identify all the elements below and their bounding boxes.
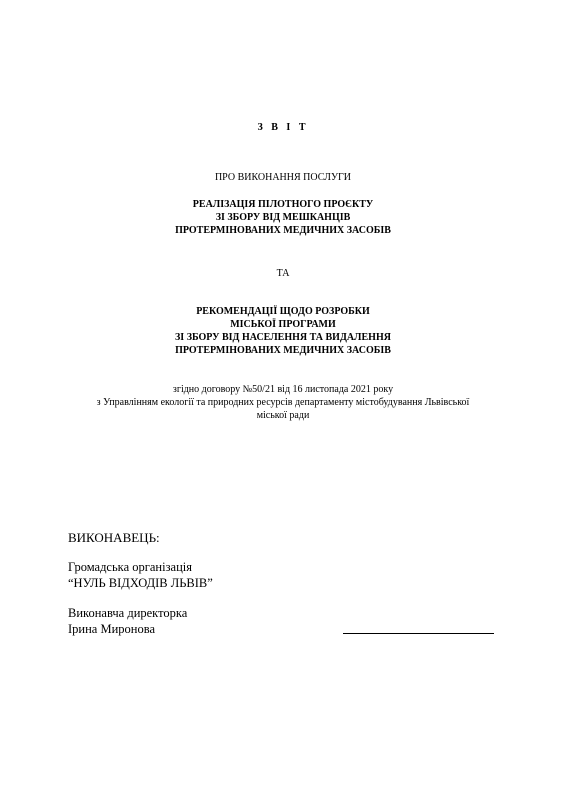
heading-line: ПРОТЕРМІНОВАНИХ МЕДИЧНИХ ЗАСОБІВ bbox=[175, 225, 391, 236]
contract-line: з Управлінням екології та природних ресурсів департаменту містобудування Львівської bbox=[96, 397, 470, 408]
conjunction-text: ТА bbox=[276, 268, 290, 279]
heading-line: МІСЬКОЇ ПРОГРАМИ bbox=[230, 319, 336, 330]
contract-reference bbox=[0, 383, 566, 422]
contract-line: згідно договору №50/21 від 16 листопада 2021 року bbox=[172, 384, 394, 395]
heading-line: ЗІ ЗБОРУ ВІД НАСЕЛЕННЯ ТА ВИДАЛЕННЯ bbox=[175, 332, 391, 343]
pilot-project-heading bbox=[0, 198, 566, 237]
report-title: З В І Т bbox=[257, 122, 309, 133]
director-name: Ірина Миронова bbox=[68, 622, 155, 636]
heading-line: РЕАЛІЗАЦІЯ ПІЛОТНОГО ПРОЄКТУ bbox=[192, 199, 374, 210]
executor-organization bbox=[68, 559, 213, 591]
heading-line: РЕКОМЕНДАЦІЇ ЩОДО РОЗРОБКИ bbox=[196, 306, 370, 317]
heading-line: ПРОТЕРМІНОВАНИХ МЕДИЧНИХ ЗАСОБІВ bbox=[175, 345, 391, 356]
director-position: Виконавча директорка bbox=[68, 606, 188, 620]
contract-line: міської ради bbox=[256, 410, 310, 421]
heading-line: ЗІ ЗБОРУ ВІД МЕШКАНЦІВ bbox=[215, 212, 351, 223]
report-subtitle: ПРО ВИКОНАННЯ ПОСЛУГИ bbox=[214, 172, 352, 183]
signature-line bbox=[343, 633, 494, 634]
executor-director bbox=[68, 605, 187, 637]
organization-name: “НУЛЬ ВІДХОДІВ ЛЬВІВ” bbox=[68, 576, 213, 590]
recommendations-heading bbox=[0, 305, 566, 357]
executor-label: ВИКОНАВЕЦЬ: bbox=[68, 530, 160, 545]
organization-type: Громадська організація bbox=[68, 560, 192, 574]
